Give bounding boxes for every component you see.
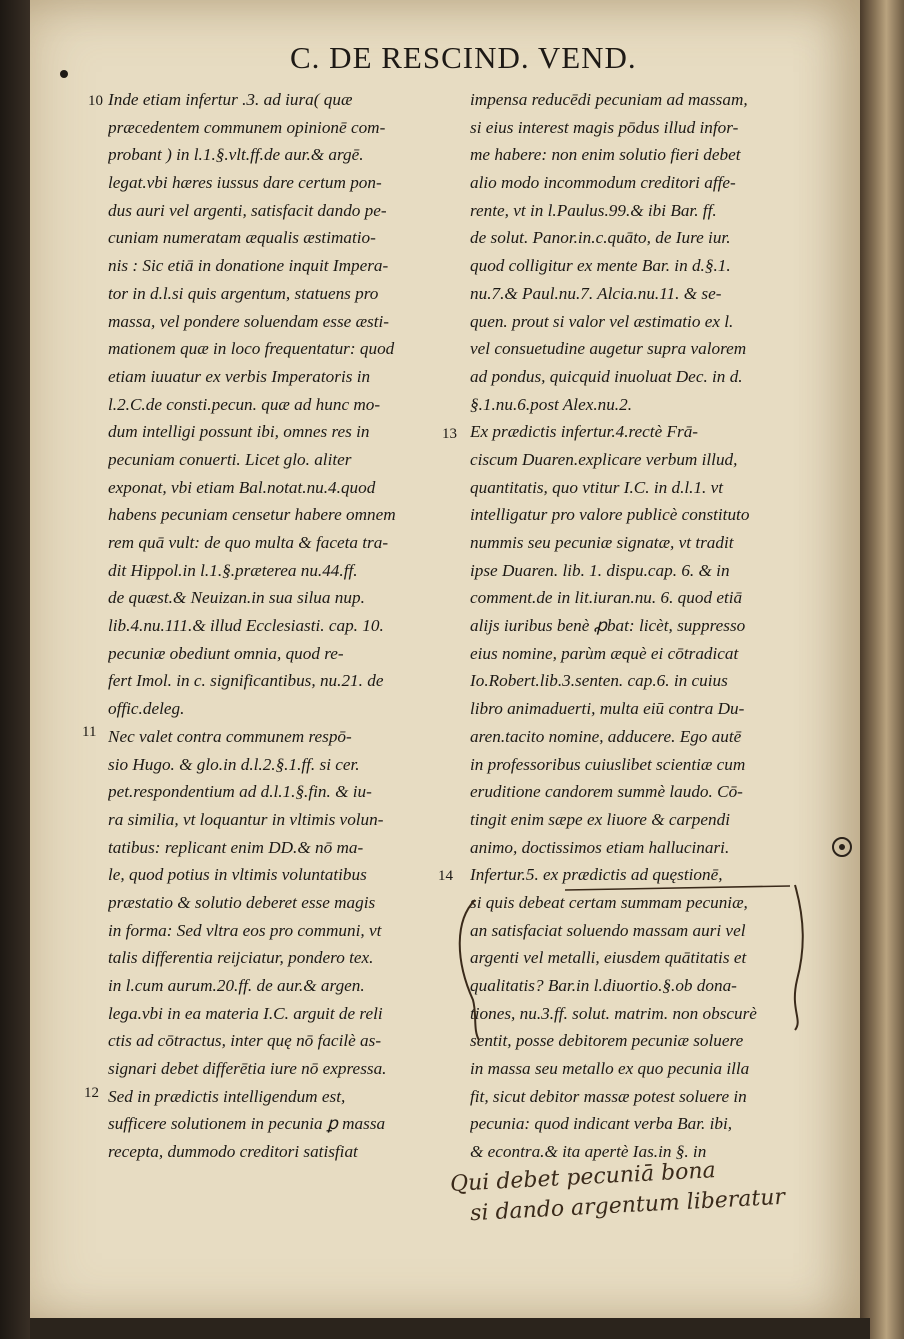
text-line: lega.vbi in ea materia I.C. arguit de reli [108,1003,383,1023]
text-line: pecunia: quod indicant verba Bar. ibi, [470,1114,733,1134]
text-line: signari debet differētia iure nō expressa. [108,1059,387,1079]
text-line: nis : Sic etiā in donatione inquit Impera- [108,256,389,276]
text-line: pet.respondentium ad d.l.1.§.fin. & iu- [108,782,372,802]
text-line: præcedentem communem opinionē com- [108,117,386,137]
text-line: offic.deleg. [108,699,185,719]
book-bottom-edge [30,1318,870,1339]
text-line: dum intelligi possunt ibi, omnes res in [108,422,370,442]
text-line: probant ) in l.1.§.vlt.ff.de aur.& argē. [108,145,364,165]
text-line: massa, vel pondere soluendam esse æsti- [108,311,390,331]
text-line: tingit enim sæpe ex liuore & carpendi [470,809,730,829]
text-line: vel consuetudine augetur supra valorem [470,339,747,359]
text-line: tatibus: replicant enim DD.& nō ma- [108,837,364,857]
text-line: animo, doctissimos etiam hallucinari. [470,837,730,857]
text-line: lib.4.nu.111.& illud Ecclesiasti. cap. 10. [108,616,384,636]
text-line: legat.vbi hæres iussus dare certum pon- [108,173,382,193]
handwritten-annotation-line-2: si dando argentum liberatur [469,1184,786,1227]
text-line: in massa seu metallo ex quo pecunia illa [470,1059,750,1079]
text-line: alijs iuribus benè ꝓbat: licèt, suppresso [470,616,746,636]
text-line: si eius interest magis pōdus illud infor- [470,117,739,137]
text-line: an satisfaciat soluendo massam auri vel [470,920,746,940]
text-line: ctis ad cōtractus, inter quę nō facilè as- [108,1031,382,1051]
text-line: le, quod potius in vltimis voluntatibus [108,865,367,885]
text-line: intelligatur pro valore publicè constituto [470,505,750,525]
text-line: §.1.nu.6.post Alex.nu.2. [470,394,632,414]
text-line: ipse Duaren. lib. 1. dispu.cap. 6. & in [470,560,730,580]
text-line: sio Hugo. & glo.in d.l.2.§.1.ff. si cer. [108,754,360,774]
text-line: Inde etiam infertur .3. ad iura( quæ [108,90,353,109]
text-line: recepta, dummodo creditori satisfiat [108,1142,358,1162]
text-line: Infertur.5. ex prædictis ad quęstionē, [470,865,723,885]
text-line: tor in d.l.si quis argentum, statuens pro [108,283,379,303]
left-text-column [108,86,438,1166]
text-line: de solut. Panor.in.c.quāto, de Iure iur. [470,228,731,248]
text-line: me habere: non enim solutio fieri debet [470,145,741,165]
text-line: habens pecuniam censetur habere omnem [108,505,396,525]
text-line: nu.7.& Paul.nu.7. Alcia.nu.11. & se- [470,283,722,303]
text-line: ad pondus, quicquid inuoluat Dec. in d. [470,366,743,386]
text-line: sentit, posse debitorem pecuniæ soluere [470,1031,744,1051]
text-line: Ex prædictis infertur.4.rectè Frā- [470,422,699,442]
text-line: rem quā vult: de quo multa & faceta tra- [108,533,389,552]
text-line: aren.tacito nomine, adducere. Ego autē [470,726,742,746]
text-line: qualitatis? Bar.in l.diuortio.§.ob dona- [470,976,737,995]
text-line: in forma: Sed vltra eos pro communi, vt [108,920,382,940]
text-line: Io.Robert.lib.3.senten. cap.6. in cuius [470,671,728,691]
text-line: quantitatis, quo vtitur I.C. in d.l.1. vt [470,477,724,497]
circled-dot-margin-mark [832,837,852,857]
text-line: Nec valet contra communem respō- [108,726,352,746]
text-line: quen. prout si valor vel æstimatio ex l. [470,311,734,331]
text-line: comment.de in lit.iuran.nu. 6. quod etiā [470,588,743,608]
text-line: alio modo incommodum creditori affe- [470,173,736,193]
text-line: ciscum Duaren.explicare verbum illud, [470,449,738,469]
text-line: sufficere solutionem in pecunia ꝑ massa [108,1114,386,1134]
handwritten-bracket [445,880,825,1050]
text-line: præstatio & solutio deberet esse magis [108,892,376,912]
text-line: Sed in prædictis intelligendum est, [108,1086,346,1106]
text-line: & econtra.& ita apertè Ias.in §. in [470,1142,707,1162]
text-line: pecuniæ obediunt omnia, quod re- [108,643,344,663]
text-line: l.2.C.de consti.pecun. quæ ad hunc mo- [108,394,381,414]
margin-number-14: 14 [438,868,453,884]
text-line: talis differentia reijciatur, pondero tex. [108,948,374,968]
text-line: rente, vt in l.Paulus.99.& ibi Bar. ff. [470,200,717,220]
margin-number-12: 12 [84,1085,99,1101]
text-line: nummis seu pecuniæ signatæ, vt tradit [470,533,734,552]
text-line: fit, sicut debitor massæ potest soluere in [470,1086,747,1106]
margin-number-10: 10 [88,93,103,109]
text-line: de quæst.& Neuizan.in sua silua nup. [108,588,365,608]
text-line: libro animaduerti, multa eiū contra Du- [470,699,745,719]
text-line: tiones, nu.3.ff. solut. matrim. non obscurè [470,1003,757,1023]
text-line: etiam iuuatur ex verbis Imperatoris in [108,366,371,386]
book-left-edge [0,0,32,1339]
text-line: fert Imol. in c. significantibus, nu.21. de [108,671,384,691]
text-line: quod colligitur ex mente Bar. in d.§.1. [470,256,731,276]
page-header: C. DE RESCIND. VEND. [290,40,637,75]
book-gutter [860,0,904,1339]
handwritten-annotation-line-1: Qui debet pecuniā bona [449,1158,717,1197]
text-line: pecuniam conuerti. Licet glo. aliter [108,449,352,469]
text-line: si quis debeat certam summam pecuniæ, [470,892,748,912]
text-line: impensa reducēdi pecuniam ad massam, [470,90,748,109]
text-line: ra similia, vt loquantur in vltimis volun- [108,809,384,829]
margin-number-11: 11 [82,724,97,740]
text-line: argenti vel metalli, eiusdem quātitatis et [470,948,747,968]
text-line: mationem quæ in loco frequentatur: quod [108,339,395,359]
text-line: exponat, vbi etiam Bal.notat.nu.4.quod [108,477,376,497]
margin-number-13: 13 [442,426,457,442]
text-line: dit Hippol.in l.1.§.præterea nu.44.ff. [108,560,358,580]
text-line: in l.cum aurum.20.ff. de aur.& argen. [108,976,365,995]
text-line: in professoribus cuiuslibet scientiæ cum [470,754,746,774]
text-line: eruditione candorem summè laudo. Cō- [470,782,743,802]
text-line: cuniam numeratam æqualis æstimatio- [108,228,376,248]
text-line: eius nomine, parùm æquè ei cōtradicat [470,643,739,663]
text-line: dus auri vel argenti, satisfacit dando pe- [108,200,387,220]
ink-dot [60,70,68,78]
